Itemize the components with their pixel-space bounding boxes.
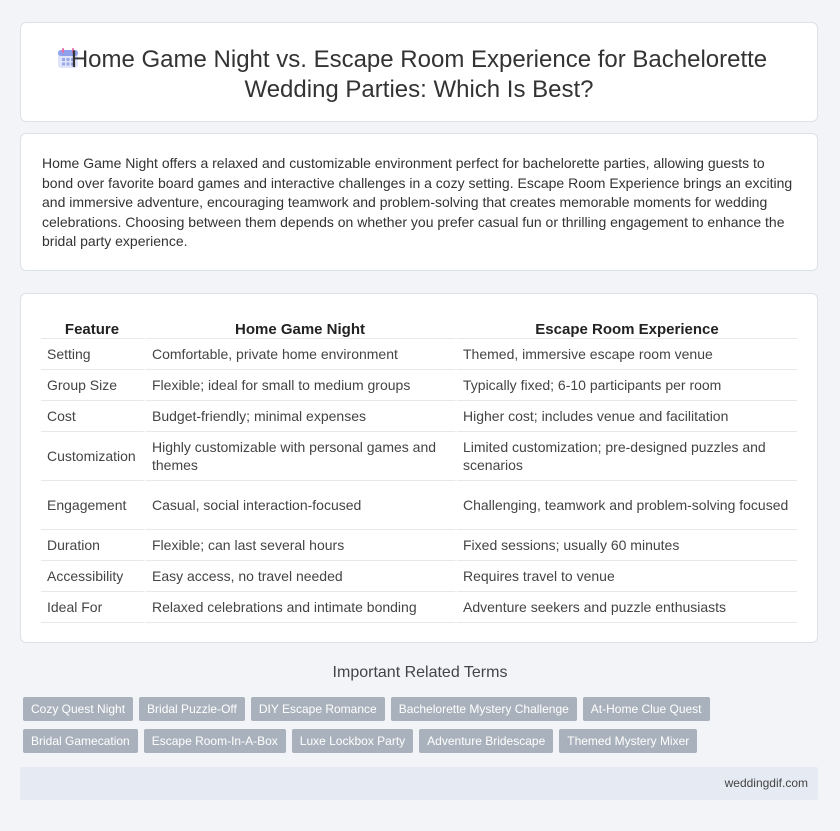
related-term-tag[interactable]: Escape Room-In-A-Box bbox=[144, 729, 286, 753]
table-row bbox=[41, 481, 797, 530]
cell-feature: Setting bbox=[41, 339, 146, 370]
related-term-tag[interactable]: Luxe Lockbox Party bbox=[292, 729, 413, 753]
comparison-card bbox=[20, 293, 818, 643]
table-row bbox=[41, 592, 797, 623]
header-feature: Feature bbox=[41, 314, 146, 339]
related-tags-row-1 bbox=[23, 697, 716, 721]
cell-feature: Cost bbox=[41, 401, 146, 432]
cell-home-game-night: Relaxed celebrations and intimate bonding bbox=[146, 592, 457, 623]
related-term-tag[interactable]: Cozy Quest Night bbox=[23, 697, 133, 721]
table-row bbox=[41, 530, 797, 561]
header-home-game-night: Home Game Night bbox=[146, 314, 457, 339]
cell-feature: Accessibility bbox=[41, 561, 146, 592]
cell-home-game-night: Casual, social interaction-focused bbox=[146, 481, 457, 530]
cell-home-game-night: Budget-friendly; minimal expenses bbox=[146, 401, 457, 432]
related-term-tag[interactable]: Adventure Bridescape bbox=[419, 729, 553, 753]
cell-escape-room: Higher cost; includes venue and facilitation bbox=[457, 401, 797, 432]
footer-site[interactable]: weddingdif.com bbox=[724, 776, 808, 790]
related-tags-row-2 bbox=[23, 729, 703, 753]
table-row bbox=[41, 432, 797, 481]
table-row bbox=[41, 401, 797, 432]
cell-feature: Group Size bbox=[41, 370, 146, 401]
related-term-tag[interactable]: Bachelorette Mystery Challenge bbox=[391, 697, 577, 721]
table-row bbox=[41, 561, 797, 592]
cell-feature: Duration bbox=[41, 530, 146, 561]
footer bbox=[20, 767, 818, 800]
cell-escape-room: Typically fixed; 6-10 participants per room bbox=[457, 370, 797, 401]
cell-escape-room: Challenging, teamwork and problem-solving focused bbox=[457, 481, 797, 530]
cell-escape-room: Adventure seekers and puzzle enthusiasts bbox=[457, 592, 797, 623]
cell-home-game-night: Flexible; ideal for small to medium groups bbox=[146, 370, 457, 401]
cell-home-game-night: Easy access, no travel needed bbox=[146, 561, 457, 592]
cell-home-game-night: Flexible; can last several hours bbox=[146, 530, 457, 561]
related-terms-title: Important Related Terms bbox=[332, 664, 508, 681]
related-term-tag[interactable]: At-Home Clue Quest bbox=[583, 697, 710, 721]
table-header-row bbox=[41, 314, 797, 339]
cell-feature: Ideal For bbox=[41, 592, 146, 623]
cell-home-game-night: Highly customizable with personal games and themes bbox=[146, 432, 457, 481]
table-row bbox=[41, 370, 797, 401]
related-term-tag[interactable]: Bridal Gamecation bbox=[23, 729, 138, 753]
table-row bbox=[41, 339, 797, 370]
intro-paragraph: Home Game Night offers a relaxed and customizable environment perfect for bachelorette parties, allowing guests to bond over favorite board games and interactive challenges in a cozy setting. Escape Room Experience brings an exciting and immersive adventure, encouraging teamwork and problem-solving that creates memorable moments for wedding celebrations. Choosing between them depends on whether you prefer casual fun or thrilling engagement to enhance the bridal party experience. bbox=[42, 155, 793, 249]
comparison-table bbox=[41, 314, 797, 623]
cell-escape-room: Fixed sessions; usually 60 minutes bbox=[457, 530, 797, 561]
related-term-tag[interactable]: Themed Mystery Mixer bbox=[559, 729, 697, 753]
header-escape-room: Escape Room Experience bbox=[457, 314, 797, 339]
cell-home-game-night: Comfortable, private home environment bbox=[146, 339, 457, 370]
cell-escape-room: Limited customization; pre-designed puzzles and scenarios bbox=[457, 432, 797, 481]
cell-feature: Customization bbox=[41, 432, 146, 481]
related-term-tag[interactable]: DIY Escape Romance bbox=[251, 697, 385, 721]
cell-feature: Engagement bbox=[41, 481, 146, 530]
related-term-tag[interactable]: Bridal Puzzle-Off bbox=[139, 697, 245, 721]
cell-escape-room: Requires travel to venue bbox=[457, 561, 797, 592]
header-card bbox=[20, 22, 818, 122]
cell-escape-room: Themed, immersive escape room venue bbox=[457, 339, 797, 370]
page-title: Home Game Night vs. Escape Room Experience for Bachelorette Wedding Parties: Which Is Best? bbox=[70, 46, 768, 103]
intro-card bbox=[20, 133, 818, 271]
